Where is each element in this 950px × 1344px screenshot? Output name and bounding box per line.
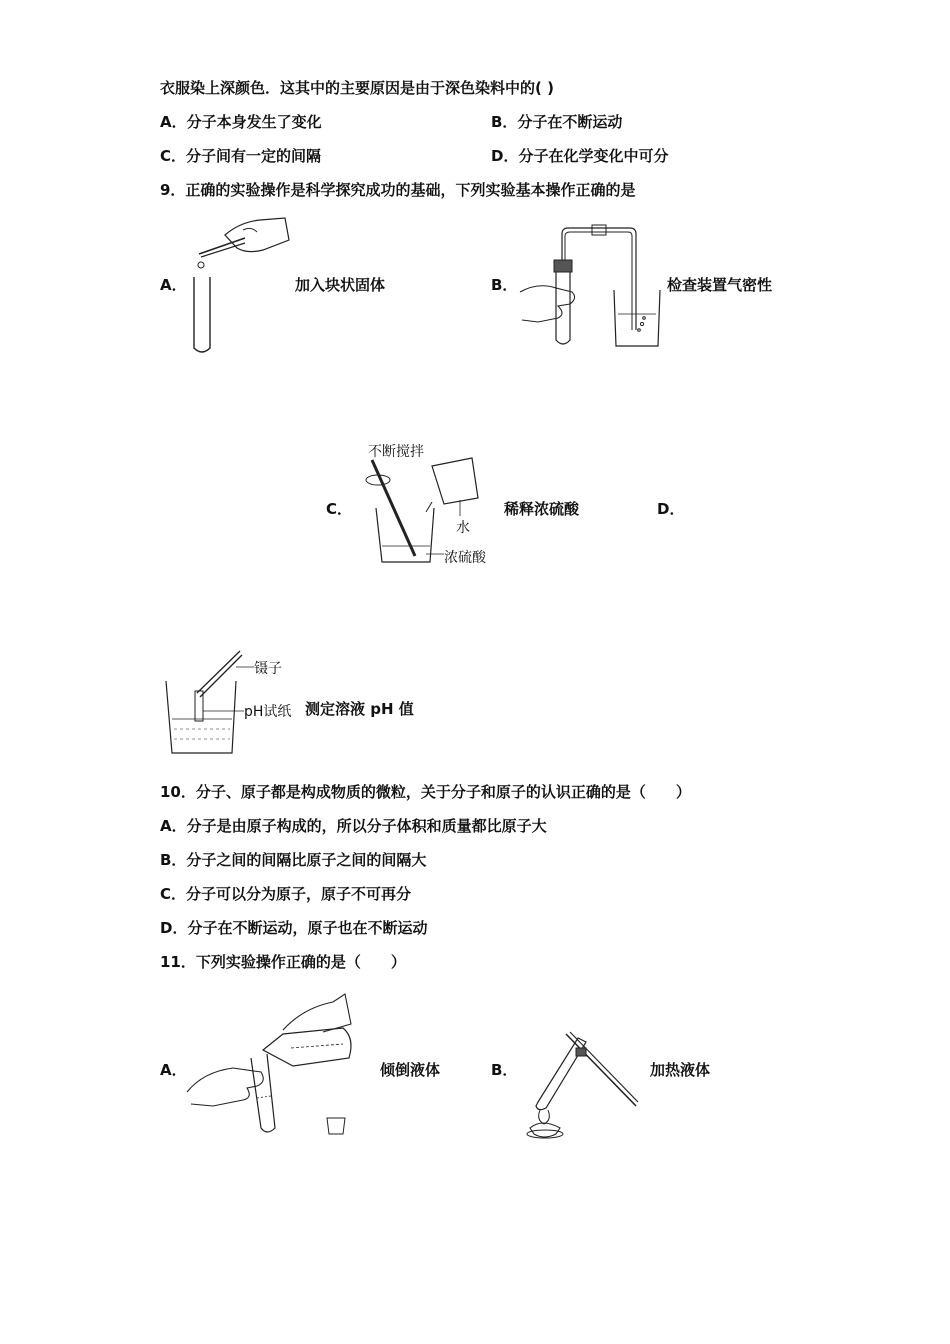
pouring-liquid-figure: [183, 988, 358, 1140]
q9-option-b-text: 检查装置气密性: [667, 276, 773, 294]
dilute-sulfuric-acid-figure: [360, 438, 505, 573]
q9-stem: 9．正确的实验操作是科学探究成功的基础，下列实验基本操作正确的是: [160, 181, 636, 199]
ph-test-figure: [162, 645, 304, 757]
q11-option-a-text: 倾倒液体: [380, 1061, 441, 1079]
q10-option-c[interactable]: C．分子可以分为原子，原子不可再分: [160, 885, 412, 903]
airtightness-check-figure: [518, 222, 668, 352]
q10-stem: 10．分子、原子都是构成物质的微粒，关于分子和原子的认识正确的是（ ）: [160, 783, 691, 801]
q9-d-label-paper: pH试纸: [244, 704, 292, 720]
q9-c-label-water: 水: [456, 520, 470, 536]
q10-option-b[interactable]: B．分子之间的间隔比原子之间的间隔大: [160, 851, 427, 869]
solid-into-test-tube-figure: [185, 210, 295, 360]
q8-option-a[interactable]: A．分子本身发生了变化: [160, 113, 322, 131]
q9-option-c-letter[interactable]: C．: [326, 500, 353, 518]
q11-option-a-letter[interactable]: A．: [160, 1061, 187, 1079]
q9-option-a-letter[interactable]: A．: [160, 276, 187, 294]
q9-option-b-letter[interactable]: B．: [491, 276, 518, 294]
q11-stem: 11．下列实验操作正确的是（ ）: [160, 953, 406, 971]
q8-stem: 衣服染上深颜色．这其中的主要原因是由于深色染料中的( ): [160, 79, 554, 97]
q9-c-label-acid: 浓硫酸: [444, 550, 486, 566]
q8-option-d[interactable]: D．分子在化学变化中可分: [491, 147, 669, 165]
q9-option-a-text: 加入块状固体: [295, 276, 386, 294]
q8-option-b[interactable]: B．分子在不断运动: [491, 113, 623, 131]
q10-option-a[interactable]: A．分子是由原子构成的，所以分子体积和质量都比原子大: [160, 817, 547, 835]
q9-option-d-letter[interactable]: D．: [657, 500, 685, 518]
heating-liquid-figure: [516, 1022, 640, 1142]
q9-c-label-stir: 不断搅拌: [368, 444, 424, 460]
q9-d-label-tweezers: 镊子: [254, 661, 282, 677]
q8-option-c[interactable]: C．分子间有一定的间隔: [160, 147, 322, 165]
q9-option-c-text: 稀释浓硫酸: [504, 500, 580, 518]
q9-option-d-text: 测定溶液 pH 值: [305, 700, 414, 718]
q11-option-b-letter[interactable]: B．: [491, 1061, 518, 1079]
q11-option-b-text: 加热液体: [650, 1061, 711, 1079]
q10-option-d[interactable]: D．分子在不断运动，原子也在不断运动: [160, 919, 428, 937]
